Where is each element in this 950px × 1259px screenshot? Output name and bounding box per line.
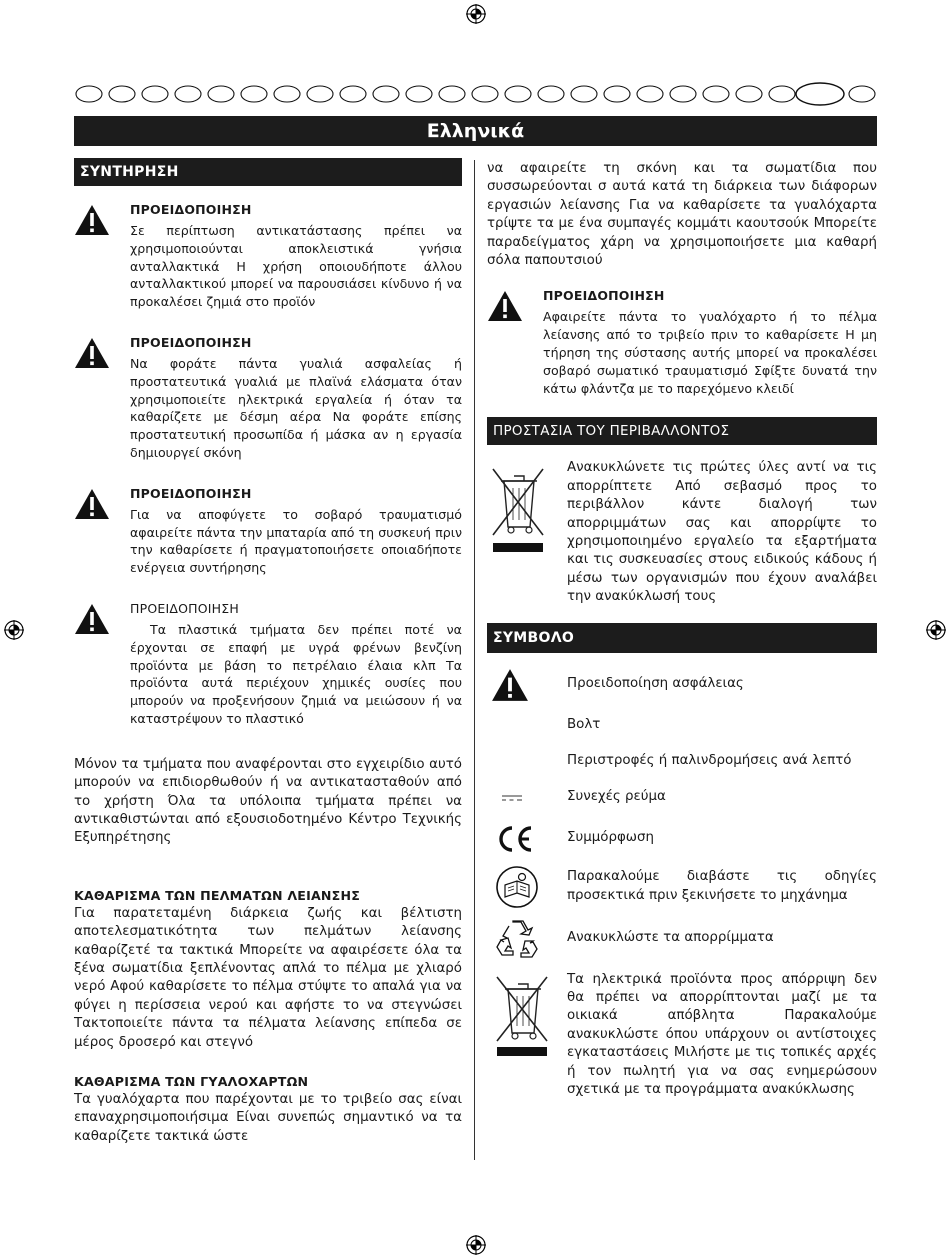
warning-text: Αφαιρείτε πάντα το γυαλόχαρτο ή το πέλμα λείανσης από το τριβείο πριν το καθαρίσετε Η μη τήρηση της σύστασης αυτής μπορεί να προκαλέσει σοβαρό σωματικό τραυματισμό Σφίξτε δυνατά την κάτω φλάντζα με το παρεχόμενο κλειδί bbox=[543, 309, 877, 396]
symbol-row bbox=[487, 917, 877, 961]
environment-section-title: ΠΡΟΣΤΑΣΙΑ ΤΟΥ ΠΕΡΙΒΑΛΛΟΝΤΟΣ bbox=[487, 417, 877, 445]
direct-current-icon bbox=[501, 793, 523, 803]
paper-cleaning-text: Τα γυαλόχαρτα που παρέχονται με το τριβείο σας είναι επαναχρησιμοποιήσιμα Είναι συνεπώς σημαντικό να τα καθαρίζετε τακτικά ώστε bbox=[74, 1092, 462, 1144]
weee-bin-icon bbox=[487, 463, 549, 555]
weee-bin-icon bbox=[491, 971, 553, 1059]
warning-text: Τα πλαστικά τμήματα δεν πρέπει ποτέ να έρχονται σε επαφή με υγρά φρένων βενζίνη προϊόντα με βάση το πετρέλαιο έλαια κλπ Τα προϊόντα αυτά περιέχουν χημικές ουσίες που μπορούν να προξενήσουν ζημιά να μειώσουν ή να καταστρέψουν το πλαστικό bbox=[130, 621, 462, 726]
warning-triangle-icon bbox=[74, 337, 110, 369]
column-divider bbox=[474, 160, 475, 1160]
warning-triangle-icon bbox=[487, 290, 523, 322]
warning-block bbox=[487, 288, 877, 397]
warning-block bbox=[74, 486, 462, 577]
symbol-row bbox=[487, 785, 877, 811]
warning-block bbox=[74, 335, 462, 462]
left-column bbox=[74, 158, 462, 1146]
ce-mark-icon bbox=[495, 824, 535, 854]
read-manual-icon bbox=[495, 865, 539, 909]
symbol-text: Περιστροφές ή παλινδρομήσεις ανά λεπτό bbox=[567, 753, 852, 769]
warning-triangle-icon bbox=[74, 204, 110, 236]
warning-title: ΠΡΟΕΙΔΟΠΟΙΗΣΗ bbox=[130, 202, 252, 217]
environment-block bbox=[487, 459, 877, 606]
paper-cleaning-continuation: να αφαιρείτε τη σκόνη και τα σωματίδια που συσσωρεύονται σ αυτά κατά τη διάρκεια των διάφορων εργασιών λείανσης Για να καθαρίσετε τα γυαλόχαρτα τρίψτε τα με ένα συμπαγές κομμάτι καουτσούκ Μπορείτε παραδείγματος χάρη να χρησιμοποιήσετε μια καθαρή σόλα παπουτσιού bbox=[487, 161, 877, 269]
warning-block bbox=[74, 601, 462, 728]
warning-title: ΠΡΟΕΙΔΟΠΟΙΗΣΗ bbox=[130, 485, 252, 501]
maintenance-section-title: ΣΥΝΤΗΡΗΣΗ bbox=[74, 158, 462, 186]
symbols-section-title: ΣΥΜΒΟΛΟ bbox=[487, 623, 877, 653]
warning-title: ΠΡΟΕΙΔΟΠΟΙΗΣΗ bbox=[543, 288, 665, 304]
warning-block bbox=[74, 202, 462, 311]
symbol-text: Συμμόρφωση bbox=[567, 830, 654, 846]
paper-cleaning-title: ΚΑΘΑΡΙΣΜΑ ΤΩΝ ΓΥΑΛΟΧΑΡΤΩΝ bbox=[74, 1074, 309, 1090]
language-title-bar: Ελληνικά bbox=[74, 116, 877, 146]
symbol-row bbox=[487, 749, 877, 775]
service-paragraph: Μόνον τα τμήματα που αναφέρονται στο εγχειρίδιο αυτό μπορούν να επιδιορθωθούν ή να αντικατασταθούν από το χρήστη Όλα τα υπόλοιπα τμήματα πρέπει να αντικαθιστώνται από εξουσιοδοτημένο Κέντρο Τεχνικής Εξυπηρέτησης bbox=[74, 756, 462, 846]
symbol-text: Προειδοποίηση ασφάλειας bbox=[567, 676, 744, 692]
symbol-text: Τα ηλεκτρικά προϊόντα προς απόρριψη δεν θα πρέπει να απορρίπτονται μαζί με τα οικιακά απόβλητα Παρακαλούμε ανακυκλώστε όπου υπάρχουν οι αντίστοιχες εγκαταστάσεις Μιλήστε με τις τοπικές αρχές ή τον πωλητή για να σας ενημερώσουν σχετικά με τα προγράμματα ανακύκλωσης bbox=[567, 971, 877, 1098]
warning-title: ΠΡΟΕΙΔΟΠΟΙΗΣΗ bbox=[130, 334, 252, 350]
language-selector-ovals bbox=[75, 82, 877, 106]
pads-cleaning-text: Για παρατεταμένη διάρκεια ζωής και βέλτιστη αποτελεσματικότητα των πελμάτων λείανσης καθαρίζετέ τα τακτικά Μπορείτε να αφαιρέσετε όλα τα ξένα σωματίδια ξεπλένοντας απλά το πέλμα με χλιαρό νερό Αφού καθαρίσετε το πέλμα στύψτε το απαλά για να φύγει η περίσσεια νερού και αφήστε το να στεγνώσει Τακτοποιείτε πάντα τα πέλματα λείανσης επίπεδα σε μέρος δροσερό και στεγνό bbox=[74, 905, 462, 1050]
warning-text: Για να αποφύγετε το σοβαρό τραυματισμό αφαιρείτε πάντα την μπαταρία από τη συσκευή πριν την καθαρίσετε ή πραγματοποιήσετε οποιαδήποτε ενέργεια συντήρησης bbox=[130, 506, 462, 576]
warning-title: ΠΡΟΕΙΔΟΠΟΙΗΣΗ bbox=[130, 600, 239, 616]
registration-mark-icon bbox=[465, 1234, 487, 1256]
warning-triangle-icon bbox=[74, 488, 110, 520]
symbol-text: Βολτ bbox=[567, 717, 601, 733]
registration-mark-icon bbox=[465, 3, 487, 25]
environment-text: Ανακυκλώνετε τις πρώτες ύλες αντί να τις απορρίπτετε Από σεβασμό προς το περιβάλλον κάντε διαλογή των απορριμμάτων σας και απορρίψτε το χρησιμοποιημένο εργαλείο τα εξαρτήματα και τις συσκευασίες στους ειδικούς κάδους ή μέσω των οργανισμών που έχουν αναλάβει την ανακύκλωσή τους bbox=[567, 460, 877, 605]
symbol-row bbox=[487, 971, 877, 1100]
symbol-text: Συνεχές ρεύμα bbox=[567, 789, 666, 805]
warning-text: Να φοράτε πάντα γυαλιά ασφαλείας ή προστατευτικά γυαλιά με πλαϊνά ελάσματα όταν χρησιμοποιείτε ηλεκτρικά εργαλεία ή όταν τα καθαρίζετε με δέσμη αέρα Να φοράτε επίσης προστατευτική προσωπίδα ή μάσκα αν η εργασία δημιουργεί σκόνη bbox=[130, 355, 462, 460]
symbol-row bbox=[487, 821, 877, 857]
registration-mark-icon bbox=[925, 619, 947, 641]
warning-triangle-icon bbox=[491, 668, 529, 702]
symbol-row bbox=[487, 713, 877, 739]
warning-text: Σε περίπτωση αντικατάστασης πρέπει να χρησιμοποιούνται αποκλειστικά γνήσια ανταλλακτικά Η χρήση οποιουδήποτε άλλου ανταλλακτικού μπορεί να παρουσιάσει κίνδυνο ή να προκαλέσει ζημιά στο προϊόν bbox=[130, 223, 462, 310]
recycle-icon bbox=[495, 918, 539, 960]
symbol-row bbox=[487, 667, 877, 703]
registration-mark-icon bbox=[3, 619, 25, 641]
right-column bbox=[487, 160, 877, 1100]
symbol-row bbox=[487, 865, 877, 909]
symbol-text: Ανακυκλώστε τα απορρίμματα bbox=[567, 930, 774, 946]
pads-cleaning-title: ΚΑΘΑΡΙΣΜΑ ΤΩΝ ΠΕΛΜΑΤΩΝ ΛΕΙΑΝΣΗΣ bbox=[74, 887, 361, 903]
warning-triangle-icon bbox=[74, 603, 110, 635]
symbol-text: Παρακαλούμε διαβάστε τις οδηγίες προσεκτικά πριν ξεκινήσετε το μηχάνημα bbox=[567, 869, 877, 903]
